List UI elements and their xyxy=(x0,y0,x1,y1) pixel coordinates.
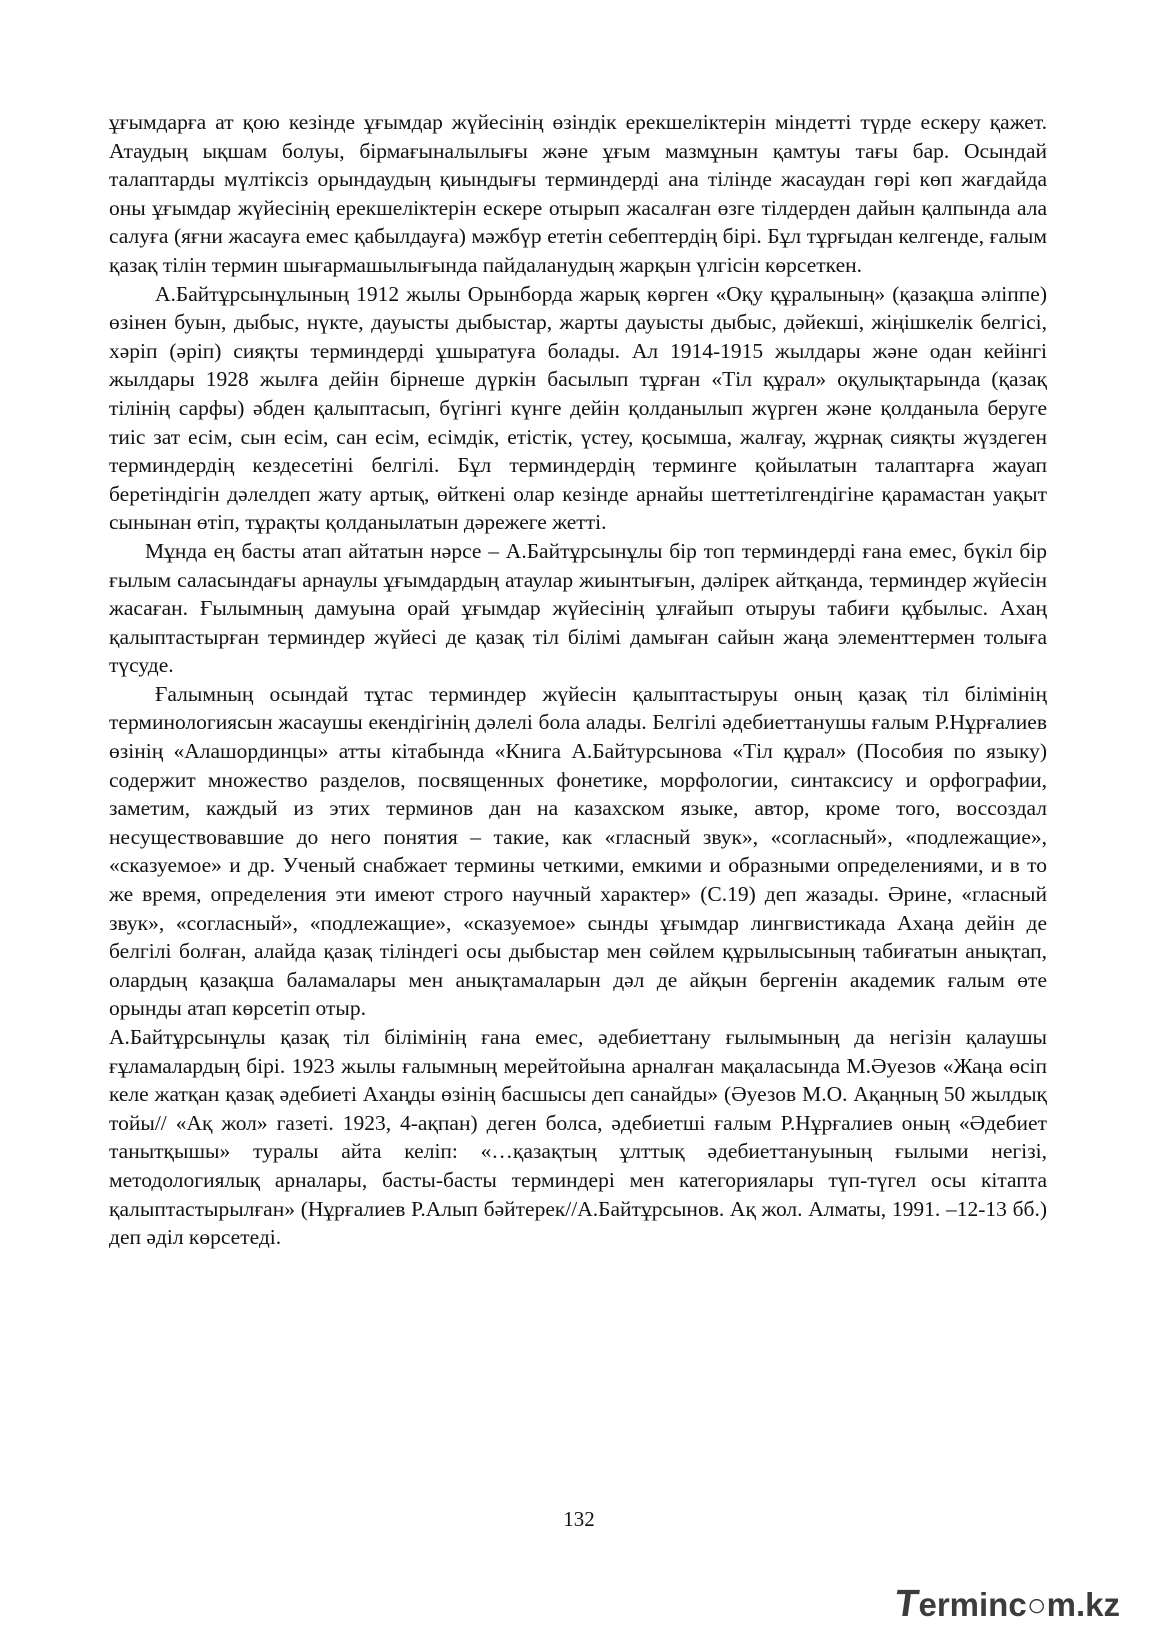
document-body xyxy=(109,108,1047,1252)
paragraph-2: А.Байтұрсынұлының 1912 жылы Орынборда жарық көрген «Оқу құралының» (қазақша әліппе) өзінен буын, дыбыс, нүкте, дауысты дыбыстар, жарты дауысты дыбыс, дәйекші, жіңішкелік белгісі, хәріп (әріп) сияқты терминдерді ұшыратуға болады. Ал 1914-1915 жылдары және одан кейінгі жылдары 1928 жылға дейін бірнеше дүркін басылып тұрған «Тіл құрал» оқулықтарында (қазақ тілінің сарфы) әбден қалыптасып, бүгінгі күнге дейін қолданылып жүрген және қолданыла беруге тиіс зат есім, сын есім, сан есім, есімдік, етістік, үстеу, қосымша, жалғау, жұрнақ сияқты жүздеген терминдердің кездесетіні белгілі. Бұл терминдердің терминге қойылатын талаптарға жауап беретіндігін дәлелдеп жату артық, өйткені олар кезінде арнайы шеттетілгендігіне қарамастан уақыт сынынан өтіп, тұрақты қолданылатын дәрежеге жетті. xyxy=(109,281,1047,535)
watermark-middle: erminc xyxy=(918,1586,1027,1623)
watermark-suffix: m.kz xyxy=(1046,1586,1120,1623)
paragraph-3: Мұнда ең басты атап айтатын нәрсе – А.Байтұрсынұлы бір топ терминдерді ғана емес, бүкіл бір ғылым саласындағы арнаулы ұғымдардың атаулар жиынтығын, дәлірек айтқанда, терминдер жүйесін жасаған. Ғылымның дамуына орай ұғымдар жүйесінің ұлғайып отыруы табиғи құбылыс. Ахаң қалыптастырған терминдер жүйесі де қазақ тіл білімі дамыған сайын жаңа элементтермен толыға түсуде. xyxy=(109,538,1047,678)
paragraph-4: Ғалымның осындай тұтас терминдер жүйесін қалыптастыруы оның қазақ тіл білімінің терминологиясын жасаушы екендігінің дәлелі бола алады. Белгілі әдебиеттанушы ғалым Р.Нұрғалиев өзінің «Алашординцы» атты кітабында «Книга А.Байтурсынова «Тіл құрал» (Пособия по языку) содержит множество разделов, посвященных фонетике, морфологии, синтаксису и орфографии, заметим, каждый из этих терминов дан на казахском языке, автор, кроме того, воссоздал несуществовавшие до него понятия – такие, как «гласный звук», «согласный», «подлежащие», «сказуемое» и др. Ученый снабжает термины четкими, емкими и образными определениями, и в то же время, определения эти имеют строго научный характер» (С.19) деп жазады. Әрине, «гласный звук», «согласный», «подлежащие», «сказуемое» сынды ұғымдар лингвистикада Ахаңа дейін де белгілі болған, алайда қазақ тіліндегі осы дыбыстар мен сөйлем құрылысының табиғатын анықтап, олардың қазақша баламалары мен анықтамаларын дәл де айқын бергенін академик ғалым өте орынды атап көрсетіп отыр. xyxy=(109,681,1047,1021)
watermark-prefix: Т xyxy=(892,1583,922,1625)
page-number: 132 xyxy=(563,1507,595,1531)
paragraph-5: А.Байтұрсынұлы қазақ тіл білімінің ғана емес, әдебиеттану ғылымының да негізін қалаушы ғұламалардың бірі. 1923 жылы ғалымның мерейтойына арналған мақаласында М.Әуезов «Жаңа өсіп келе жатқан қазақ әдебиеті Ахаңды өзінің басшысы деп санайды» (Әуезов М.О. Ақаңның 50 жылдық тойы// «Ақ жол» газеті. 1923, 4-ақпан) деген болса, әдебиетші ғалым Р.Нұрғалиев оның «Әдебиет танытқышы» туралы айта келіп: «…қазақтың ұлттық әдебиеттануының ғылыми негізі, методологиялық арналары, басты-басты терминдері мен категориялары түп-түгел осы кітапта қалыптастырылған» (Нұрғалиев Р.Алып бәйтерек//А.Байтұрсынов. Ақ жол. Алматы, 1991. –12-13 бб.) деп әділ көрсетеді. xyxy=(109,1025,1047,1250)
site-watermark-logo xyxy=(892,1583,1120,1626)
paragraph-1: ұғымдарға ат қою кезінде ұғымдар жүйесінің өзіндік ерекшеліктерін міндетті түрде ескеру қажет. Атаудың ықшам болуы, бірмағыналылығы және ұғым мазмұнын қамтуы тағы бар. Осындай талаптарды мүлтіксіз орындаудың қиындығы терминдерді ана тілінде жасаудан гөрі көп жағдайда оны ұғымдар жүйесінің ерекшеліктерін ескере отырып жасалған өзге тілдерден дайын қалпында ала салуға (яғни жасауға емес қабылдауға) мәжбүр ететін себептердің бірі. Бұл тұрғыдан келгенде, ғалым қазақ тілін термин шығармашылығында пайдаланудың жарқын үлгісін көрсеткен. xyxy=(109,110,1047,277)
watermark-circle-icon: ○ xyxy=(1026,1586,1047,1623)
